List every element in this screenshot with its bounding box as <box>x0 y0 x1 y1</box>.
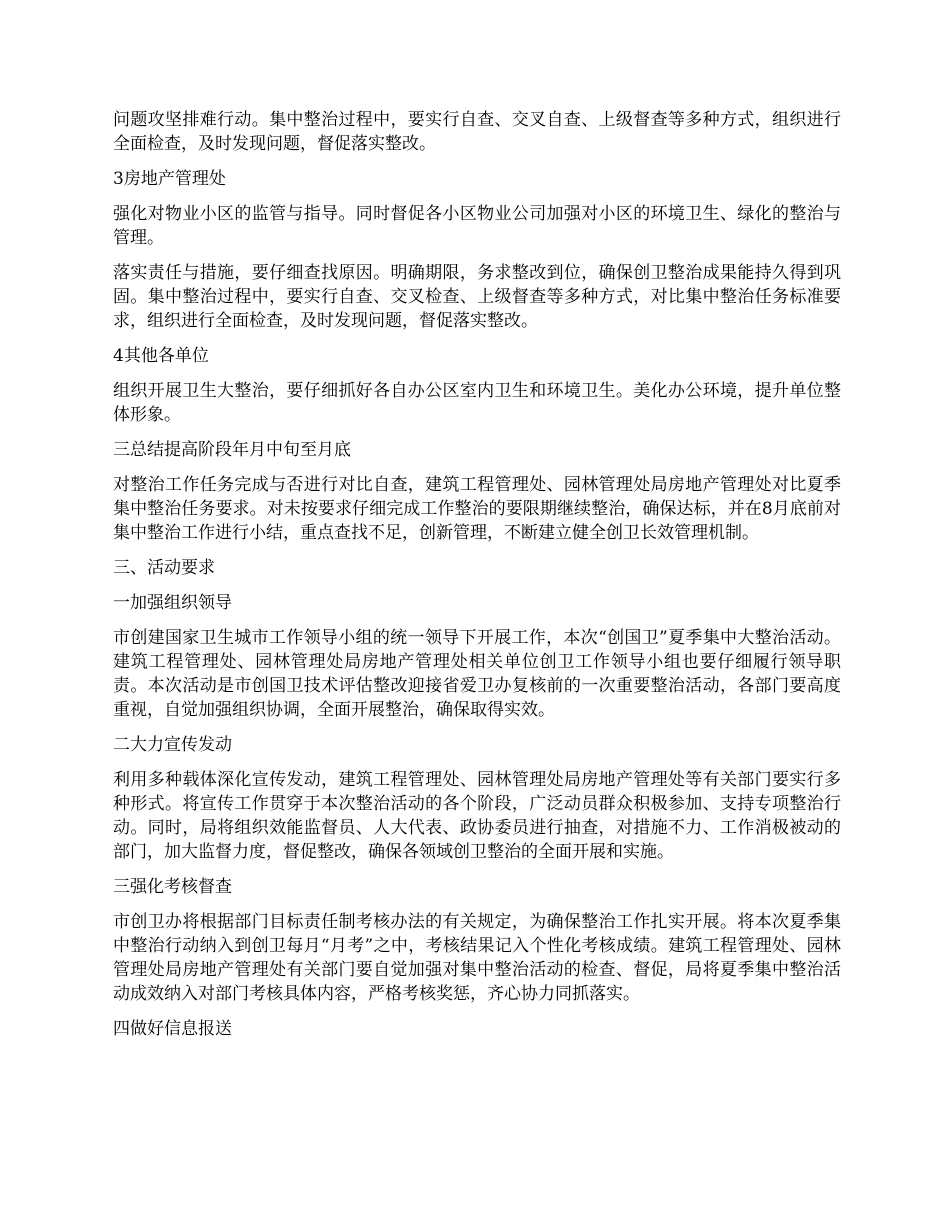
heading-publicity: 二大力宣传发动 <box>113 735 232 755</box>
paragraph-8: 市创卫办将根据部门目标责任制考核办法的有关规定，为确保整治工作扎实开展。将本次夏季集中整治行动纳入到创卫每月“月考”之中，考核结果记入个性化考核成绩。建筑工程管理处、园林管理处局房地产管理处有关部门要自觉加强对集中整治活动的检查、督促，局将夏季集中整治活动成效纳入对部门考核具体内容，严格考核奖惩，齐心协力同抓落实。 <box>113 912 841 1004</box>
heading-other-units: 4其他各单位 <box>113 346 209 366</box>
document-page <box>113 108 841 1052</box>
paragraph-7: 利用多种载体深化宣传发动，建筑工程管理处、园林管理处局房地产管理处等有关部门要实行多种形式。将宣传工作贯穿于本次整治活动的各个阶段，广泛动员群众积极参加、支持专项整治行动。同时，局将组织效能监督员、人大代表、政协委员进行抽查，对措施不力、工作消极被动的部门，加大监督力度，督促整改，确保各领域创卫整治的全面开展和实施。 <box>113 770 841 862</box>
paragraph-4: 组织开展卫生大整治，要仔细抓好各自办公区室内卫生和环境卫生。美化办公环境，提升单位整体形象。 <box>113 381 841 425</box>
heading-summary-stage: 三总结提高阶段年月中旬至月底 <box>113 440 351 460</box>
paragraph-5: 对整治工作任务完成与否进行对比自查，建筑工程管理处、园林管理处局房地产管理处对比夏季集中整治任务要求。对未按要求仔细完成工作整治的要限期继续整治，确保达标，并在8月底前对集中整治工作进行小结，重点查找不足，创新管理，不断建立健全创卫长效管理机制。 <box>113 475 841 543</box>
heading-information-reporting: 四做好信息报送 <box>113 1019 232 1039</box>
paragraph-2: 强化对物业小区的监管与指导。同时督促各小区物业公司加强对小区的环境卫生、绿化的整治与管理。 <box>113 204 841 248</box>
paragraph-6: 市创建国家卫生城市工作领导小组的统一领导下开展工作，本次“创国卫”夏季集中大整治活动。建筑工程管理处、园林管理处局房地产管理处相关单位创卫工作领导小组也要仔细履行领导职责。本次活动是市创国卫技术评估整改迎接省爱卫办复核前的一次重要整治活动，各部门要高度重视，自觉加强组织协调，全面开展整治，确保取得实效。 <box>113 628 841 720</box>
heading-activity-requirements: 三、活动要求 <box>113 558 215 578</box>
heading-organization-leadership: 一加强组织领导 <box>113 593 232 613</box>
heading-real-estate-office: 3房地产管理处 <box>113 169 226 189</box>
paragraph-3: 落实责任与措施，要仔细查找原因。明确期限，务求整改到位，确保创卫整治成果能持久得到巩固。集中整治过程中，要实行自查、交叉检查、上级督查等多种方式，对比集中整治任务标准要求，组织进行全面检查，及时发现问题，督促落实整改。 <box>113 263 841 331</box>
heading-assessment: 三强化考核督查 <box>113 877 232 897</box>
paragraph-1: 问题攻坚排难行动。集中整治过程中，要实行自查、交叉自查、上级督查等多种方式，组织进行全面检查，及时发现问题，督促落实整改。 <box>113 110 841 154</box>
